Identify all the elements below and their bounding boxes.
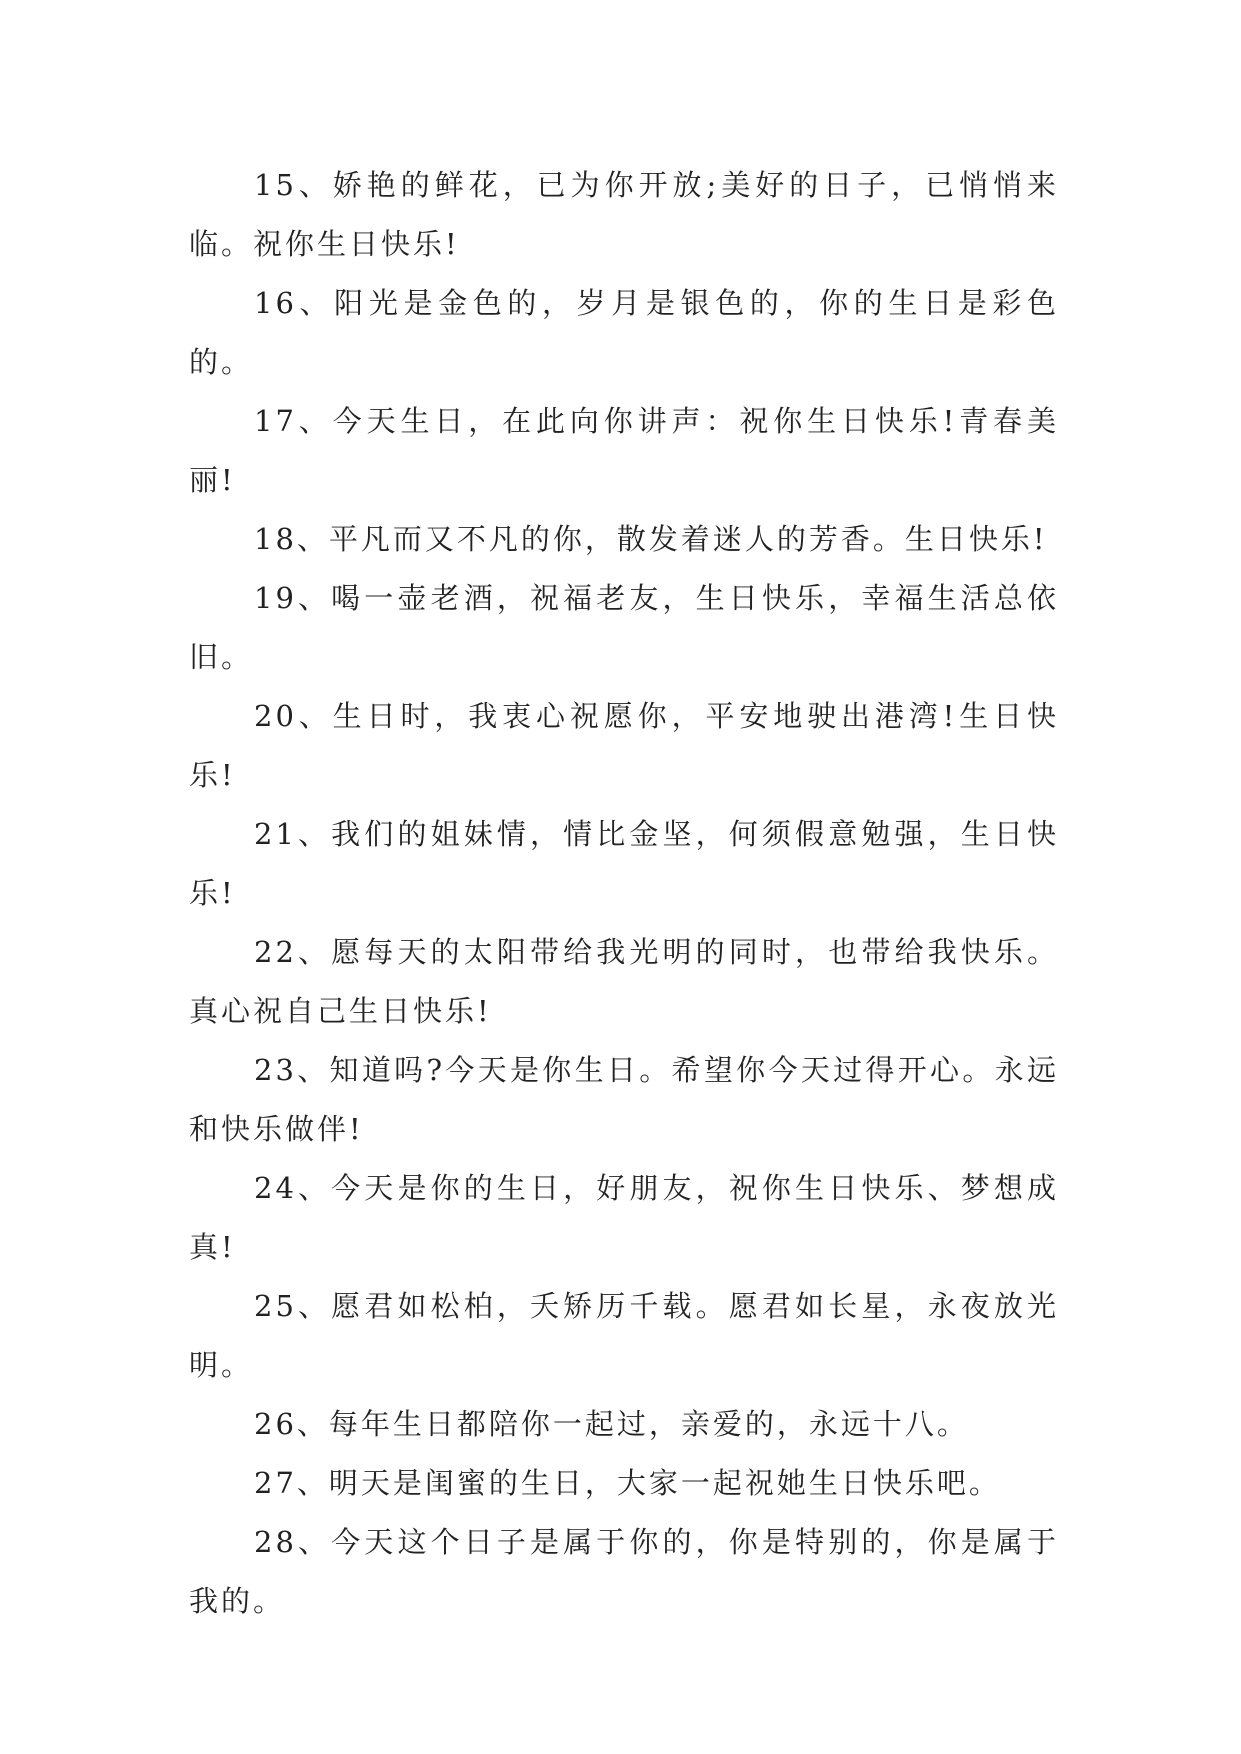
paragraph-17: 17、今天生日，在此向你讲声：祝你生日快乐!青春美丽! bbox=[189, 404, 1059, 497]
paragraph-15: 15、娇艳的鲜花，已为你开放;美好的日子，已悄悄来临。祝你生日快乐! bbox=[189, 168, 1059, 261]
paragraph-24: 24、今天是你的生日，好朋友，祝你生日快乐、梦想成真! bbox=[189, 1171, 1059, 1264]
paragraph-25: 25、愿君如松柏，夭矫历千载。愿君如长星，永夜放光明。 bbox=[189, 1289, 1059, 1382]
paragraph-19: 19、喝一壶老酒，祝福老友，生日快乐，幸福生活总依旧。 bbox=[189, 581, 1059, 674]
paragraph-16: 16、阳光是金色的，岁月是银色的，你的生日是彩色的。 bbox=[189, 286, 1059, 379]
paragraph-20: 20、生日时，我衷心祝愿你，平安地驶出港湾!生日快乐! bbox=[189, 699, 1059, 792]
paragraph-26: 26、每年生日都陪你一起过，亲爱的，永远十八。 bbox=[254, 1407, 969, 1441]
paragraph-21: 21、我们的姐妹情，情比金坚，何须假意勉强，生日快乐! bbox=[189, 817, 1059, 910]
document-body bbox=[189, 156, 1059, 1631]
paragraph-18: 18、平凡而又不凡的你，散发着迷人的芳香。生日快乐! bbox=[254, 522, 1048, 556]
paragraph-23: 23、知道吗?今天是你生日。希望你今天过得开心。永远和快乐做伴! bbox=[189, 1053, 1059, 1146]
paragraph-22: 22、愿每天的太阳带给我光明的同时，也带给我快乐。真心祝自己生日快乐! bbox=[189, 935, 1059, 1028]
paragraph-27: 27、明天是闺蜜的生日，大家一起祝她生日快乐吧。 bbox=[254, 1466, 1001, 1500]
paragraph-28: 28、今天这个日子是属于你的，你是特别的，你是属于我的。 bbox=[189, 1525, 1059, 1618]
